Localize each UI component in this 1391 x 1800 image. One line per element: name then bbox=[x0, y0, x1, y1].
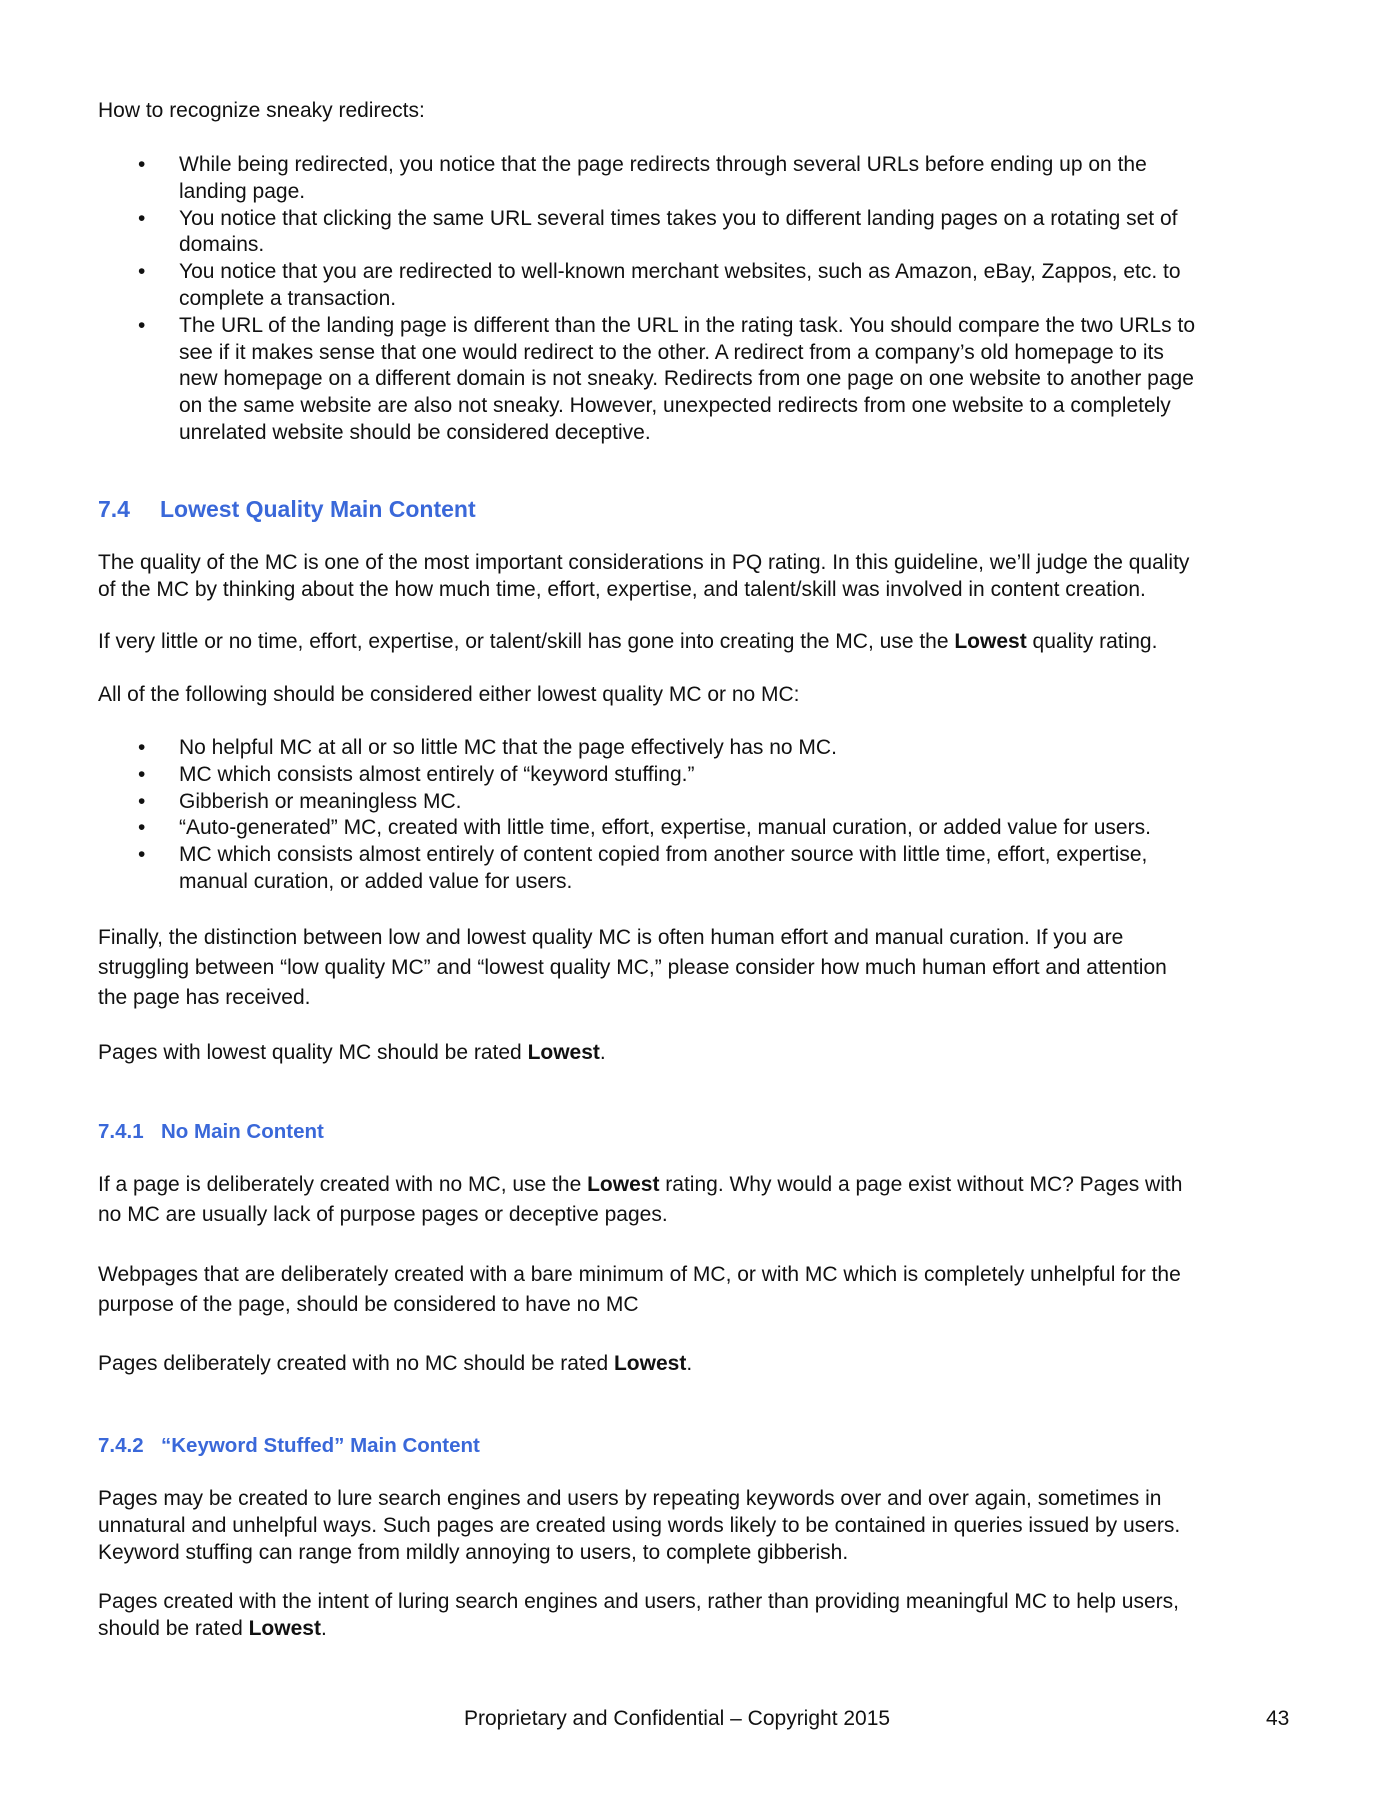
text-line: unrelated website should be considered deceptive. bbox=[179, 420, 651, 444]
text-line: No helpful MC at all or so little MC that the page effectively has no MC. bbox=[179, 736, 837, 759]
bold-rating-text: Lowest bbox=[613, 1352, 687, 1375]
text-line: The quality of the MC is one of the most important considerations in PQ rating. In this guideline, we’ll judge the quality bbox=[98, 551, 1190, 574]
page-number: 43 bbox=[1266, 1707, 1290, 1730]
text-line: manual curation, or added value for users. bbox=[179, 869, 573, 893]
list-item bbox=[98, 152, 1308, 206]
bullet-icon: • bbox=[138, 153, 146, 176]
section-number: 7.4.2 bbox=[98, 1434, 144, 1457]
paragraph bbox=[98, 1589, 1308, 1643]
text-line: The URL of the landing page is different than the URL in the rating task. You should compare the two URLs to bbox=[179, 313, 1196, 337]
list-item bbox=[98, 259, 1308, 313]
paragraph bbox=[98, 1260, 1308, 1320]
bold-rating-text: Lowest bbox=[587, 1173, 660, 1196]
paragraph bbox=[98, 923, 1308, 1013]
bullet-icon: • bbox=[138, 816, 146, 840]
section-title: Lowest Quality Main Content bbox=[160, 496, 476, 522]
paragraph bbox=[98, 1351, 1308, 1378]
text-line: no MC are usually lack of purpose pages or deceptive pages. bbox=[98, 1202, 668, 1226]
bullet-icon: • bbox=[138, 206, 146, 230]
mc-bullet-list bbox=[98, 735, 1308, 896]
text-line: landing page. bbox=[179, 179, 306, 203]
list-item bbox=[98, 762, 1308, 789]
text-line: see if it makes sense that one would redirect to the other. A redirect from a company’s old homepage to its bbox=[179, 340, 1164, 364]
text-segment: If very little or no time, effort, expertise, or talent/skill has gone into creating the MC, use the bbox=[98, 630, 955, 653]
text-segment: If a page is deliberately created with no MC, use the bbox=[98, 1173, 588, 1196]
text-line bbox=[98, 1616, 1308, 1643]
bold-rating-text: Lowest bbox=[527, 1041, 600, 1064]
text-line: Finally, the distinction between low and lowest quality MC is often human effort and manual curation. If you are bbox=[98, 926, 1124, 949]
text-segment: . bbox=[320, 1616, 327, 1640]
text-line: “Auto-generated” MC, created with little time, effort, expertise, manual curation, or added value for users. bbox=[179, 816, 1151, 840]
text-line: Pages created with the intent of luring search engines and users, rather than providing meaningful MC to help users, bbox=[98, 1590, 1179, 1613]
paragraph bbox=[98, 550, 1308, 604]
text-line: struggling between “low quality MC” and “lowest quality MC,” please consider how much human effort and attention bbox=[98, 955, 1167, 979]
paragraph bbox=[98, 629, 1308, 656]
bullet-icon: • bbox=[138, 843, 146, 867]
text-line: Gibberish or meaningless MC. bbox=[179, 789, 462, 813]
text-line: new homepage on a different domain is not sneaky. Redirects from one page on one website to another page bbox=[179, 367, 1194, 391]
text-line bbox=[98, 1170, 1308, 1200]
text-segment: . bbox=[686, 1352, 693, 1375]
section-number: 7.4 bbox=[98, 496, 130, 522]
bullet-icon: • bbox=[138, 260, 146, 284]
bold-rating-text: Lowest bbox=[954, 630, 1027, 653]
text-line: All of the following should be considered either lowest quality MC or no MC: bbox=[98, 683, 800, 706]
text-line: You notice that clicking the same URL several times takes you to different landing pages on a rotating set of bbox=[179, 206, 1178, 230]
text-line: While being redirected, you notice that the page redirects through several URLs before ending up on the bbox=[179, 153, 1147, 176]
text-line: MC which consists almost entirely of content copied from another source with little time, effort, expertise, bbox=[179, 843, 1148, 867]
text-segment: should be rated bbox=[98, 1616, 249, 1640]
text-line: domains. bbox=[179, 233, 265, 257]
text-segment: . bbox=[599, 1041, 606, 1064]
text-segment: rating. Why would a page exist without MC? Pages with bbox=[659, 1173, 1183, 1196]
text-segment: quality rating. bbox=[1026, 630, 1158, 653]
section-heading-7-4 bbox=[98, 496, 476, 523]
intro-text bbox=[98, 98, 1308, 125]
text-line: on the same website are also not sneaky. However, unexpected redirects from one website to a completely bbox=[179, 394, 1171, 418]
section-heading-7-4-1 bbox=[98, 1120, 324, 1144]
bullet-icon: • bbox=[138, 313, 146, 337]
list-item bbox=[98, 815, 1308, 842]
text-line: MC which consists almost entirely of “keyword stuffing.” bbox=[179, 762, 695, 786]
bullet-icon: • bbox=[138, 789, 146, 813]
list-item bbox=[98, 842, 1308, 896]
paragraph bbox=[98, 1486, 1308, 1566]
text-segment: Pages with lowest quality MC should be rated bbox=[98, 1041, 528, 1064]
section-title: “Keyword Stuffed” Main Content bbox=[161, 1434, 480, 1457]
section-number: 7.4.1 bbox=[98, 1120, 144, 1143]
list-item bbox=[98, 206, 1308, 260]
text-line: Webpages that are deliberately created with a bare minimum of MC, or with MC which is completely unhelpful for the bbox=[98, 1263, 1181, 1286]
list-item bbox=[98, 735, 1308, 762]
list-item bbox=[98, 789, 1308, 816]
text-line: of the MC by thinking about the how much time, effort, expertise, and talent/skill was involved in content creation. bbox=[98, 577, 1146, 601]
paragraph bbox=[98, 1040, 1308, 1067]
text-line: purpose of the page, should be considered to have no MC bbox=[98, 1292, 639, 1316]
text-line: the page has received. bbox=[98, 985, 311, 1009]
list-item bbox=[98, 313, 1308, 447]
text-line: How to recognize sneaky redirects: bbox=[98, 99, 425, 122]
bold-rating-text: Lowest bbox=[248, 1616, 321, 1640]
text-line: You notice that you are redirected to well-known merchant websites, such as Amazon, eBay, Zappos, etc. to bbox=[179, 260, 1181, 284]
footer-copyright: Proprietary and Confidential – Copyright 2015 bbox=[464, 1707, 891, 1730]
text-line: Pages may be created to lure search engines and users by repeating keywords over and over again, sometimes in bbox=[98, 1487, 1162, 1510]
text-line: Keyword stuffing can range from mildly annoying to users, to complete gibberish. bbox=[98, 1540, 849, 1564]
text-line bbox=[98, 629, 1308, 656]
text-line bbox=[98, 1040, 1308, 1067]
text-line: complete a transaction. bbox=[179, 286, 397, 310]
paragraph bbox=[98, 682, 1308, 709]
section-heading-7-4-2 bbox=[98, 1434, 480, 1458]
bullet-icon: • bbox=[138, 762, 146, 786]
text-segment: Pages deliberately created with no MC should be rated bbox=[98, 1352, 614, 1375]
paragraph bbox=[98, 1170, 1308, 1230]
section-title: No Main Content bbox=[161, 1120, 324, 1143]
text-line bbox=[98, 1351, 1308, 1378]
redirect-bullet-list bbox=[98, 152, 1308, 447]
bullet-icon: • bbox=[138, 736, 146, 759]
text-line: unnatural and unhelpful ways. Such pages are created using words likely to be contained in queries issued by users. bbox=[98, 1513, 1181, 1537]
